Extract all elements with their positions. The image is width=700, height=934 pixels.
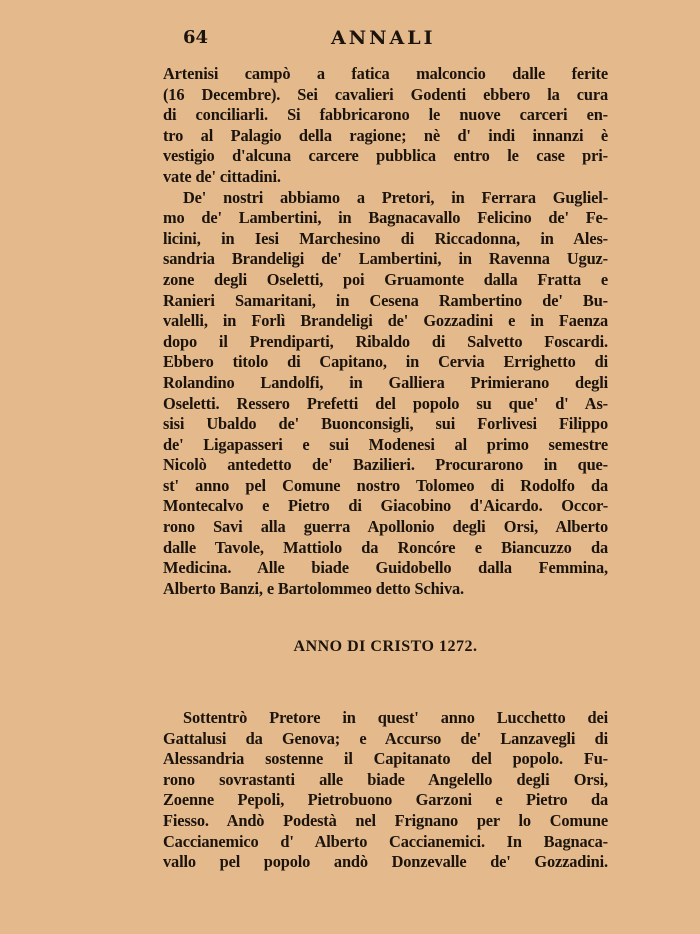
text-line: zone degli Oseletti, poi Gruamonte dalla Fratta e: [163, 269, 608, 289]
text-line: rono Savi alla guerra Apollonio degli Orsi, Alberto: [163, 517, 608, 537]
text-line: (16 Decembre). Sei cavalieri Godenti ebbero la cura: [163, 84, 608, 104]
text-line: dopo il Prendiparti, Ribaldo di Salvetto Foscardi.: [163, 331, 608, 351]
text-line: valelli, in Forlì Brandeligi de' Gozzadini e in Faenza: [163, 311, 608, 331]
text-line: rono sovrastanti alle biade Angelello degli Orsi,: [163, 769, 608, 789]
text-line: Caccianemico d' Alberto Caccianemici. In Bagnaca-: [163, 831, 608, 851]
text-line: Medicina. Alle biade Guidobello dalla Femmina,: [163, 558, 608, 578]
text-line: Ranieri Samaritani, in Cesena Rambertino de' Bu-: [163, 290, 608, 310]
text-line: mo de' Lambertini, in Bagnacavallo Felicino de' Fe-: [163, 208, 608, 228]
text-line: De' nostri abbiamo a Pretori, in Ferrara Gugliel-: [183, 187, 608, 207]
section-heading: ANNO DI CRISTO 1272.: [293, 638, 478, 655]
text-line: st' anno pel Comune nostro Tolomeo di Rodolfo da: [163, 475, 608, 495]
body-text-block: [163, 64, 608, 599]
text-line: vate de' cittadini.: [163, 166, 281, 186]
text-line: Montecalvo e Pietro di Giacobino d'Aicardo. Occor-: [163, 496, 608, 516]
text-line: tro al Palagio della ragione; nè d' indi innanzi è: [163, 125, 608, 145]
text-line: Ebbero titolo di Capitano, in Cervia Errighetto di: [163, 352, 608, 372]
text-line: sisi Ubaldo de' Buonconsigli, sui Forlivesi Filippo: [163, 414, 608, 434]
text-line: Nicolò antedetto de' Bazilieri. Procurarono in que-: [163, 455, 608, 475]
text-line: Alessandria sostenne il Capitanato del popolo. Fu-: [163, 749, 608, 769]
text-line: sandria Brandeligi de' Lambertini, in Ravenna Uguz-: [163, 249, 608, 269]
text-line: vallo pel popolo andò Donzevalle de' Gozzadini.: [163, 852, 608, 872]
text-line: de' Ligapasseri e sui Modenesi al primo semestre: [163, 434, 608, 454]
text-line: licini, in Iesi Marchesino di Riccadonna, in Ales-: [163, 228, 608, 248]
text-line: Rolandino Landolfi, in Galliera Primierano degli: [163, 372, 608, 392]
text-line: Gattalusi da Genova; e Accurso de' Lanzavegli di: [163, 728, 608, 748]
text-line: Artenisi campò a fatica malconcio dalle ferite: [163, 64, 608, 83]
body-text-block-2: [163, 708, 608, 873]
running-title: ANNALI: [331, 27, 436, 49]
text-line: Alberto Banzi, e Bartolommeo detto Schiva.: [163, 578, 464, 598]
text-line: Zoenne Pepoli, Pietrobuono Garzoni e Pietro da: [163, 790, 608, 810]
text-line: Sottentrò Pretore in quest' anno Lucchetto dei: [183, 708, 608, 727]
text-line: Fiesso. Andò Podestà nel Frignano per lo Comune: [163, 810, 608, 830]
page-number: 64: [183, 27, 209, 48]
text-line: dalle Tavole, Mattiolo da Roncóre e Biancuzzo da: [163, 537, 608, 557]
text-line: vestigio d'alcuna carcere pubblica entro le case pri-: [163, 146, 608, 166]
text-line: di conciliarli. Si fabbricarono le nuove carceri en-: [163, 105, 608, 125]
text-line: Oseletti. Ressero Prefetti del popolo su que' d' As-: [163, 393, 608, 413]
running-head: [183, 27, 608, 48]
